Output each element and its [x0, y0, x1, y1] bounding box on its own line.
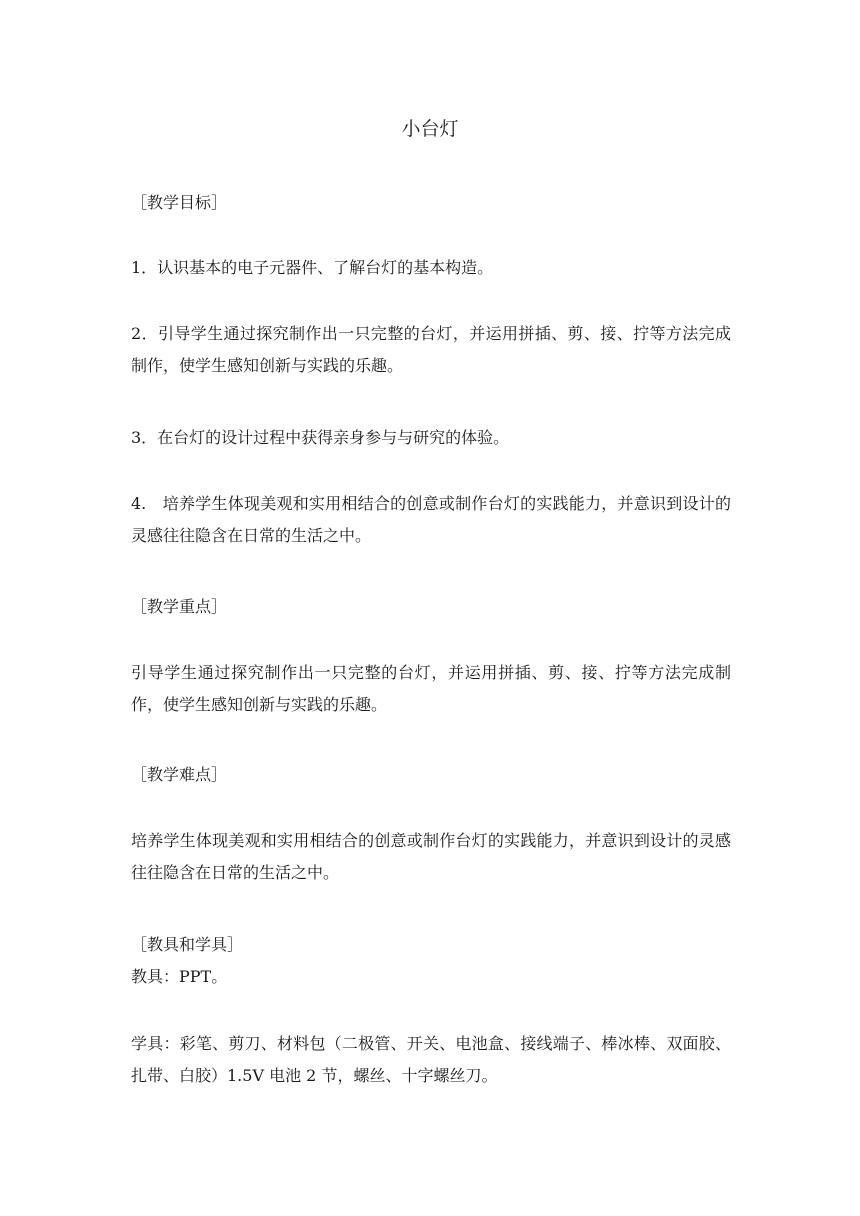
objectives-heading: ［教学目标］	[131, 193, 228, 212]
objective-item-1: 1．认识基本的电子元器件、了解台灯的基本构造。	[131, 258, 494, 277]
key-points-heading: ［教学重点］	[131, 597, 228, 616]
difficulties-heading: ［教学难点］	[131, 765, 228, 784]
teacher-tools: 教具：PPT。	[131, 967, 228, 986]
tools-heading: ［教具和学具］	[131, 935, 244, 954]
student-tools: 学具：彩笔、剪刀、材料包（二极管、开关、电池盒、接线端子、棒冰棒、双面胶、扎带、白胶）1.5V 电池 2 节，螺丝、十字螺丝刀。	[131, 1034, 731, 1085]
key-points-text: 引导学生通过探究制作出一只完整的台灯，并运用拼插、剪、接、拧等方法完成制作，使学生感知创新与实践的乐趣。	[131, 663, 731, 714]
objective-item-3: 3．在台灯的设计过程中获得亲身参与与研究的体验。	[131, 428, 510, 447]
objective-item-2: 2．引导学生通过探究制作出一只完整的台灯，并运用拼插、剪、接、拧等方法完成制作，使学生感知创新与实践的乐趣。	[131, 324, 731, 375]
document-title: 小台灯	[401, 118, 459, 140]
objective-item-4: 4. 培养学生体现美观和实用相结合的创意或制作台灯的实践能力，并意识到设计的灵感往往隐含在日常的生活之中。	[131, 494, 731, 545]
difficulties-text: 培养学生体现美观和实用相结合的创意或制作台灯的实践能力，并意识到设计的灵感往往隐含在日常的生活之中。	[131, 831, 731, 882]
